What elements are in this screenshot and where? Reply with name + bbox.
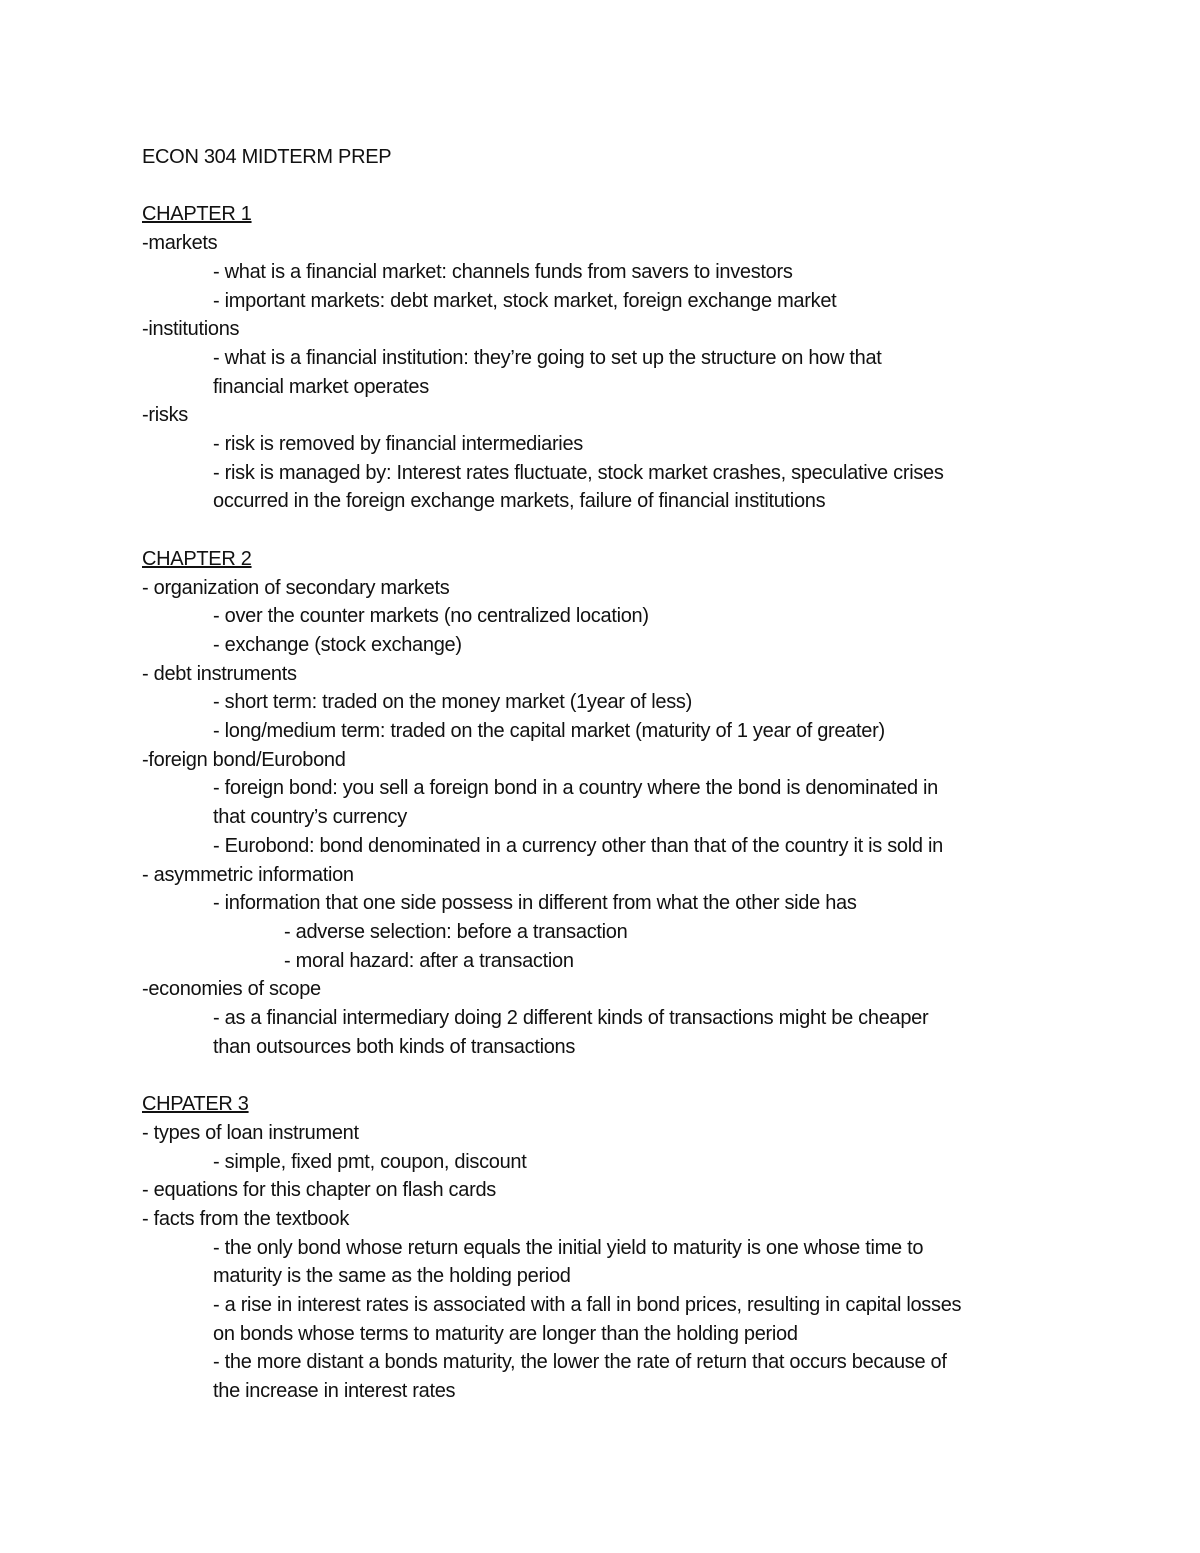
bullet-fact-1-cont: maturity is the same as the holding period — [213, 1265, 571, 1288]
bullet-fact-3: - the more distant a bonds maturity, the lower the rate of return that occurs because of — [213, 1351, 947, 1374]
bullet-loan-types: - simple, fixed pmt, coupon, discount — [213, 1150, 527, 1173]
spacer — [142, 516, 1062, 545]
topic-secondary-markets: - organization of secondary markets — [142, 576, 450, 599]
bullet-economies-of-scope: - as a financial intermediary doing 2 different kinds of transactions might be cheaper — [213, 1007, 929, 1030]
topic-asymmetric-information: - asymmetric information — [142, 863, 354, 886]
topic-foreign-bond: -foreign bond/Eurobond — [142, 748, 346, 771]
bullet-otc-markets: - over the counter markets (no centralized location) — [213, 605, 649, 628]
bullet-moral-hazard: - moral hazard: after a transaction — [284, 949, 574, 972]
bullet-eurobond: - Eurobond: bond denominated in a currency other than that of the country it is sold in — [213, 834, 943, 857]
bullet-foreign-bond: - foreign bond: you sell a foreign bond in a country where the bond is denominated in — [213, 777, 938, 800]
bullet-markets-definition: - what is a financial market: channels funds from savers to investors — [213, 260, 793, 283]
spacer — [142, 172, 1062, 201]
chapter-3-heading: CHPATER 3 — [142, 1093, 249, 1116]
bullet-adverse-selection: - adverse selection: before a transaction — [284, 920, 628, 943]
topic-economies-of-scope: -economies of scope — [142, 978, 321, 1001]
bullet-institution-definition-cont: financial market operates — [213, 375, 429, 398]
topic-markets: -markets — [142, 232, 218, 255]
bullet-risk-managed: - risk is managed by: Interest rates fluctuate, stock market crashes, speculative crises — [213, 461, 944, 484]
topic-textbook-facts: - facts from the textbook — [142, 1207, 350, 1230]
bullet-institution-definition: - what is a financial institution: they’re going to set up the structure on how that — [213, 346, 882, 369]
chapter-2-heading: CHAPTER 2 — [142, 547, 252, 570]
bullet-fact-2: - a rise in interest rates is associated with a fall in bond prices, resulting in capital losses — [213, 1294, 962, 1317]
document-title: ECON 304 MIDTERM PREP — [142, 146, 392, 168]
spacer — [142, 1061, 1062, 1090]
bullet-exchange: - exchange (stock exchange) — [213, 633, 462, 656]
topic-equations: - equations for this chapter on flash cards — [142, 1179, 496, 1202]
bullet-economies-of-scope-cont: than outsources both kinds of transactions — [213, 1035, 576, 1058]
bullet-important-markets: - important markets: debt market, stock market, foreign exchange market — [213, 289, 837, 312]
bullet-fact-1: - the only bond whose return equals the initial yield to maturity is one whose time to — [213, 1236, 924, 1259]
bullet-risk-managed-cont: occurred in the foreign exchange markets, failure of financial institutions — [213, 490, 826, 513]
topic-loan-instruments: - types of loan instrument — [142, 1121, 359, 1144]
bullet-risk-removed: - risk is removed by financial intermediaries — [213, 433, 583, 456]
topic-risks: -risks — [142, 404, 188, 427]
topic-institutions: -institutions — [142, 318, 240, 341]
bullet-fact-3-cont: the increase in interest rates — [213, 1380, 456, 1403]
bullet-long-term: - long/medium term: traded on the capital market (maturity of 1 year of greater) — [213, 720, 885, 743]
bullet-short-term: - short term: traded on the money market (1year of less) — [213, 691, 692, 714]
bullet-fact-2-cont: on bonds whose terms to maturity are longer than the holding period — [213, 1322, 798, 1345]
topic-debt-instruments: - debt instruments — [142, 662, 297, 685]
bullet-foreign-bond-cont: that country’s currency — [213, 806, 407, 829]
chapter-1-heading: CHAPTER 1 — [142, 203, 252, 226]
document-page — [142, 143, 1062, 1406]
bullet-asymmetric-definition: - information that one side possess in different from what the other side has — [213, 892, 857, 915]
